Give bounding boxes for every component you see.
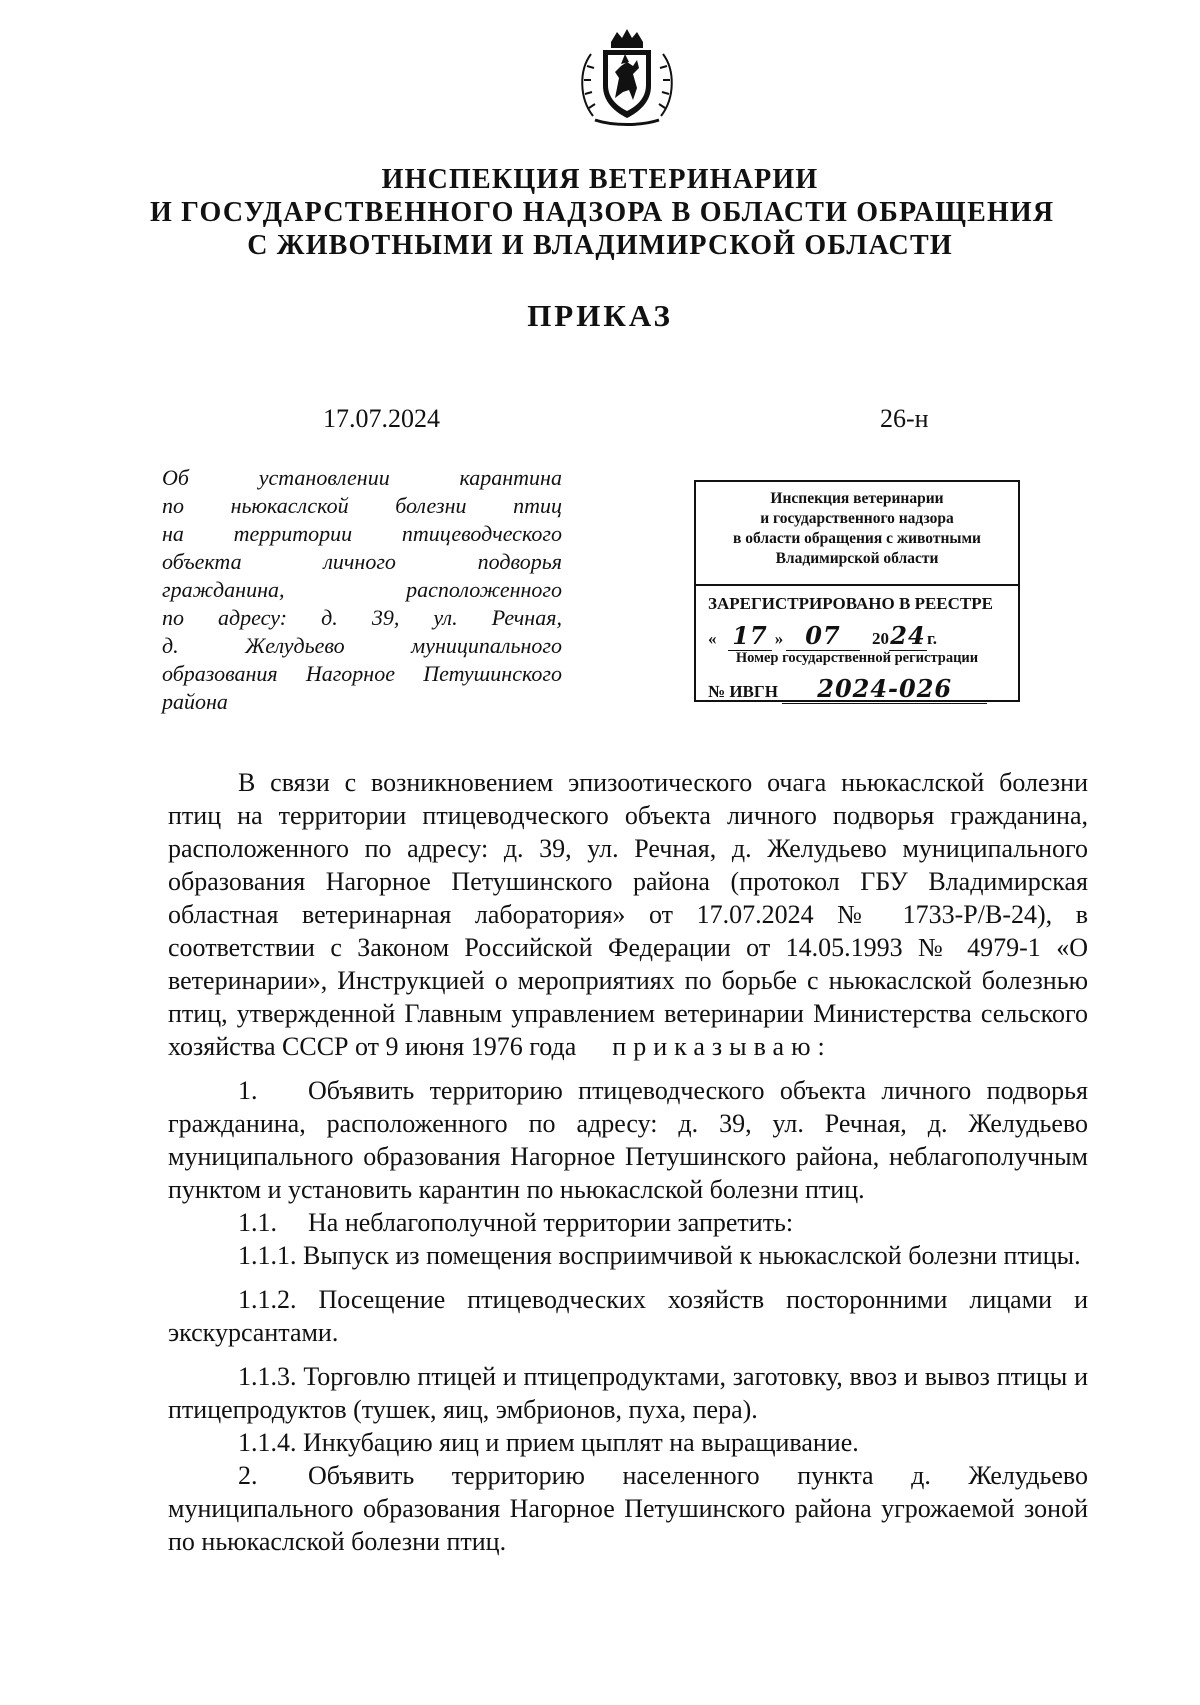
subject-line	[162, 660, 562, 688]
subject-word: Желудьево	[245, 633, 345, 658]
subject-word: 39,	[371, 605, 400, 630]
subject-word: личного	[323, 549, 396, 574]
stamp-organization	[696, 482, 1018, 586]
item-number: 1.1.1.	[238, 1241, 297, 1270]
subject-word: территории	[233, 521, 353, 546]
subject-word: Об	[162, 465, 189, 490]
item-text: Инкубацию яиц и прием цыплят на выращивание.	[303, 1428, 859, 1457]
item-number: 1.1.2.	[238, 1285, 297, 1314]
order-item-1-1-4	[168, 1426, 1088, 1459]
subject-line	[162, 604, 562, 632]
stamp-registered-label: ЗАРЕГИСТРИРОВАНО В РЕЕСТРЕ	[708, 594, 993, 613]
registration-stamp	[694, 480, 1020, 702]
subject-word: расположенного	[406, 577, 562, 602]
subject-word: муниципального	[411, 633, 562, 658]
organization-title-line: С ЖИВОТНЫМИ И ВЛАДИМИРСКОЙ ОБЛАСТИ	[247, 230, 953, 261]
stamp-year-prefix: 20	[872, 629, 889, 648]
document-type: ПРИКАЗ	[527, 298, 673, 333]
subject-line	[162, 548, 562, 576]
subject-line	[162, 464, 562, 492]
subject-word: подворья	[477, 549, 562, 574]
subject-word: по	[162, 605, 184, 630]
stamp-regnum-label: Номер государственной регистрации	[735, 650, 979, 666]
subject-line	[162, 688, 562, 716]
item-number: 1.	[238, 1076, 258, 1105]
item-number: 1.1.4.	[238, 1428, 297, 1457]
organization-title	[150, 163, 1055, 262]
stamp-org-line: Инспекция ветеринарии	[770, 490, 944, 507]
order-item-1-1-1	[168, 1239, 1088, 1272]
subject-word: птицеводческого	[401, 521, 562, 546]
coat-of-arms-emblem	[575, 28, 679, 128]
item-number: 1.1.3.	[238, 1362, 297, 1391]
item-number: 2.	[238, 1461, 258, 1490]
stamp-day: 17	[728, 621, 772, 651]
order-item-1-1-3	[168, 1360, 1088, 1426]
order-item-1	[168, 1074, 1088, 1206]
item-text: Посещение птицеводческих хозяйств посторонними лицами и экскурсантами.	[168, 1285, 1088, 1347]
subject-line	[162, 520, 562, 548]
subject-word: на	[162, 521, 184, 546]
item-text: Объявить территорию населенного пункта д. Желудьево муниципального образования Нагорное Петушинского района угрожаемой зоной по ньюкаслской болезни птиц.	[168, 1461, 1088, 1556]
organization-title-line: И ГОСУДАРСТВЕННОГО НАДЗОРА В ОБЛАСТИ ОБРАЩЕНИЯ	[150, 197, 1055, 228]
order-body	[168, 766, 1088, 1558]
subject-word: карантина	[459, 465, 562, 490]
stamp-org-line: и государственного надзора	[760, 510, 954, 527]
subject-word: по	[162, 493, 184, 518]
subject-word: района	[162, 689, 228, 714]
order-item-2	[168, 1459, 1088, 1558]
subject-word: д.	[321, 605, 338, 630]
intro-paragraph	[168, 766, 1088, 1063]
item-text: Выпуск из помещения восприимчивой к ньюкаслской болезни птицы.	[303, 1241, 1081, 1270]
subject-word: адресу:	[218, 605, 288, 630]
order-item-1-1-2	[168, 1283, 1088, 1349]
subject-word: образования	[162, 661, 278, 686]
organization-title-line: ИНСПЕКЦИЯ ВЕТЕРИНАРИИ	[381, 164, 819, 195]
subject-word: Петушинского	[423, 661, 562, 686]
stamp-year-suffix: 24	[890, 621, 926, 650]
subject-word: установлении	[258, 465, 390, 490]
stamp-org-line: Владимирской области	[775, 550, 939, 567]
item-text: На неблагополучной территории запретить:	[308, 1208, 794, 1237]
subject-word: гражданина,	[162, 577, 285, 602]
subject-word: д.	[162, 633, 179, 658]
order-item-1-1	[168, 1206, 1088, 1239]
subject-word: птиц	[513, 493, 562, 518]
stamp-date: « 17 » 07 2024г.	[708, 621, 938, 650]
subject-word: объекта	[162, 549, 242, 574]
subject-word: ул.	[433, 605, 458, 630]
subject-line	[162, 576, 562, 604]
subject-word: болезни	[395, 493, 467, 518]
stamp-org-line: в области обращения с животными	[733, 530, 981, 547]
subject-line	[162, 632, 562, 660]
stamp-ivgn-value: 2024-026	[782, 674, 987, 704]
subject-line	[162, 492, 562, 520]
document-number: 26-н	[880, 404, 929, 433]
stamp-month: 07	[786, 621, 860, 651]
subject-word: ньюкаслской	[230, 493, 349, 518]
subject-word: Речная,	[491, 605, 562, 630]
subject-word: Нагорное	[305, 661, 395, 686]
intro-text: В связи с возникновением эпизоотического очага ньюкаслской болезни птиц на территории птицеводческого объекта личного подворья гражданина, расположенного по адресу: д. 39, ул. Речная, д. Желудьево муниципального образования Нагорное Петушинского района (протокол ГБУ Владимирская областная ветеринарная лаборатория» от 17.07.2024 № 1733-Р/В-24), в соответствии с Законом Российской Федерации от 14.05.1993 № 4979-1 «О ветеринарии», Инструкцией о мероприятиях по борьбе с ньюкаслской болезнью птиц, утвержденной Главным управлением ветеринарии Министерства сельского хозяйства СССР от 9 июня 1976 года	[168, 768, 1088, 1061]
stamp-year-unit: г.	[927, 629, 938, 648]
order-subject	[162, 464, 562, 716]
order-word: приказываю:	[612, 1032, 832, 1061]
stamp-ivgn-label: № ИВГН	[708, 682, 778, 701]
item-text: Объявить территорию птицеводческого объекта личного подворья гражданина, расположенного по адресу: д. 39, ул. Речная, д. Желудьево муниципального образования Нагорное Петушинского района, неблагополучным пунктом и установить карантин по ньюкаслской болезни птиц.	[168, 1076, 1088, 1204]
document-date: 17.07.2024	[323, 404, 440, 433]
item-text: Торговлю птицей и птицепродуктами, заготовку, ввоз и вывоз птицы и птицепродуктов (тушек, яиц, эмбрионов, пуха, пера).	[168, 1362, 1089, 1424]
item-number: 1.1.	[238, 1208, 277, 1237]
stamp-ivgn	[708, 674, 1008, 704]
